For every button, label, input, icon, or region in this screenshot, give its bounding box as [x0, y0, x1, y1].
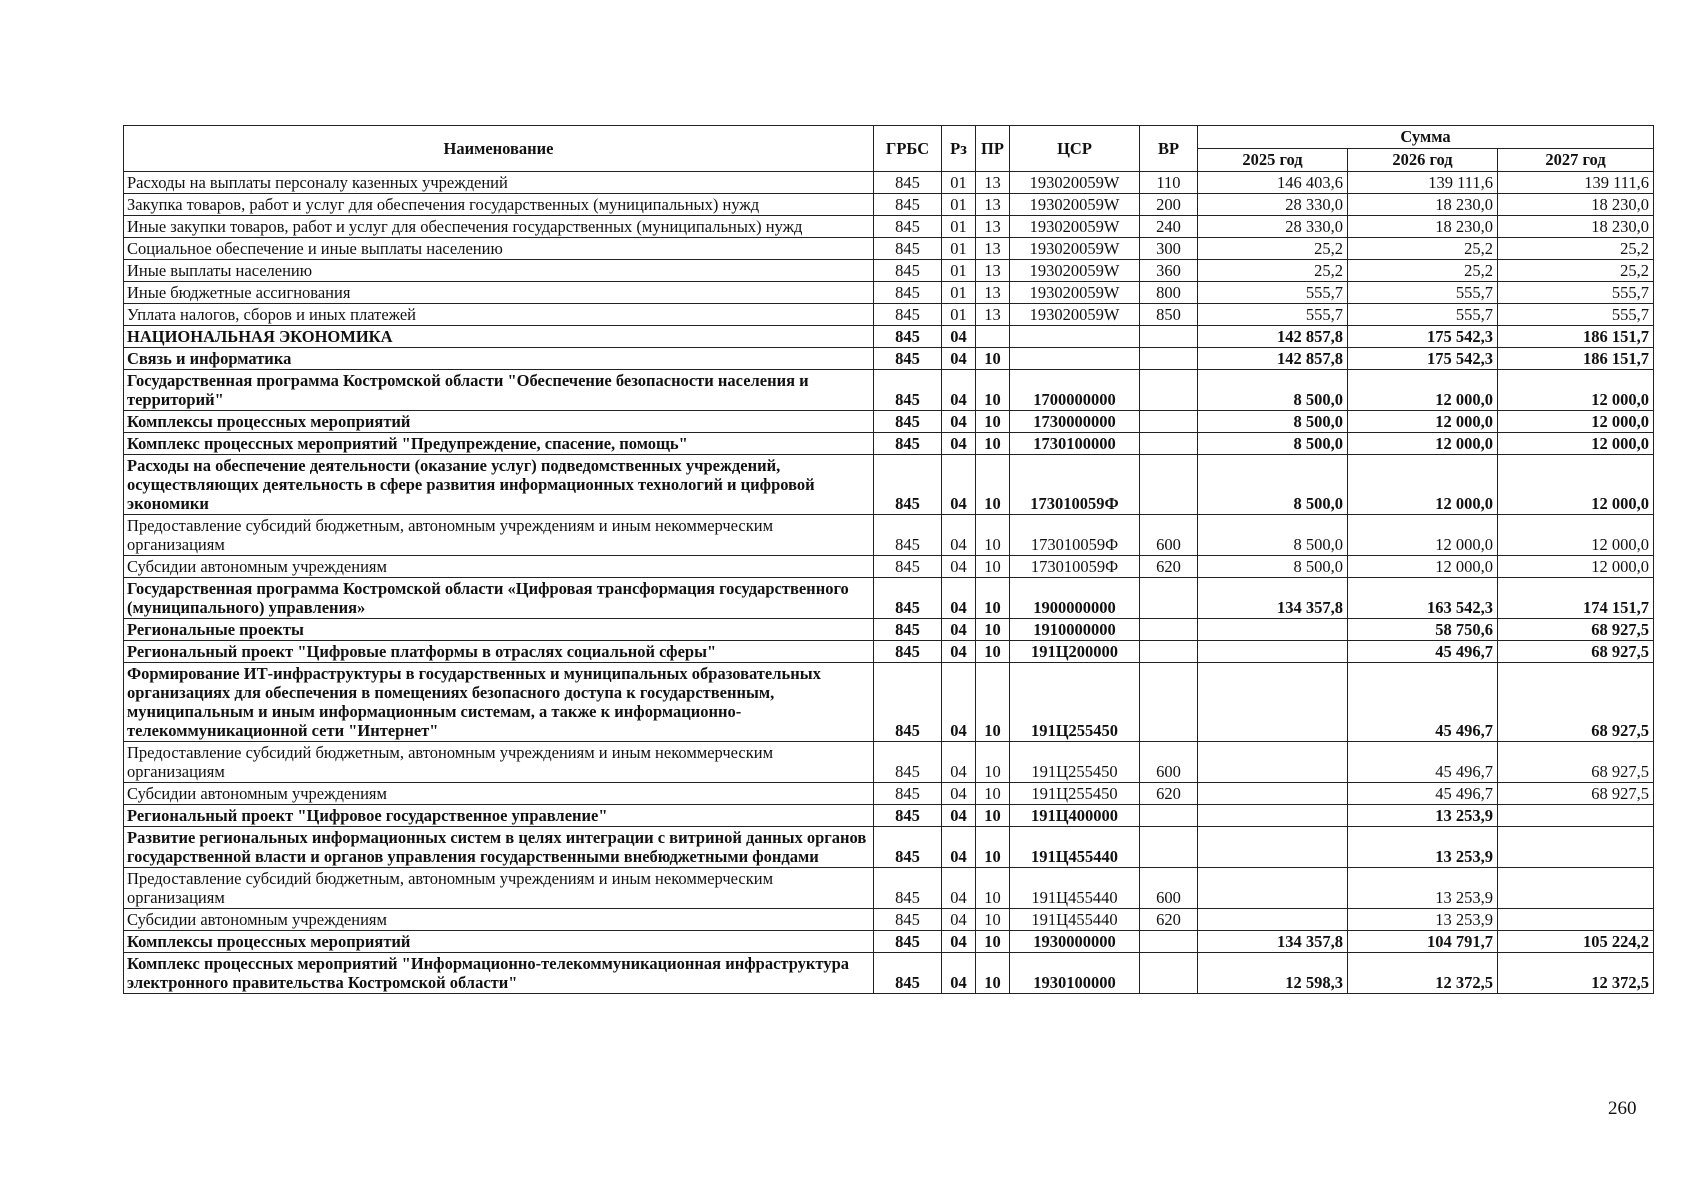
cell-csr: 193020059W [1010, 282, 1140, 304]
cell-2025: 146 403,6 [1198, 172, 1348, 194]
cell-name: Государственная программа Костромской области "Обеспечение безопасности населения и территорий" [124, 370, 874, 411]
cell-pr: 10 [976, 515, 1010, 556]
cell-vr: 600 [1140, 868, 1198, 909]
header-vr: ВР [1140, 126, 1198, 172]
cell-csr: 1730000000 [1010, 411, 1140, 433]
cell-csr: 1930000000 [1010, 931, 1140, 953]
cell-grbs: 845 [874, 216, 942, 238]
cell-csr: 191Ц255450 [1010, 663, 1140, 742]
table-row [124, 172, 1654, 194]
cell-2026: 104 791,7 [1348, 931, 1498, 953]
table-row [124, 641, 1654, 663]
cell-csr: 191Ц200000 [1010, 641, 1140, 663]
cell-2025: 28 330,0 [1198, 216, 1348, 238]
cell-csr [1010, 348, 1140, 370]
cell-csr: 1730100000 [1010, 433, 1140, 455]
cell-pr: 10 [976, 742, 1010, 783]
table-row [124, 953, 1654, 994]
cell-csr: 191Ц455440 [1010, 827, 1140, 868]
table-row [124, 455, 1654, 515]
cell-rz: 04 [942, 641, 976, 663]
cell-pr: 13 [976, 172, 1010, 194]
cell-vr [1140, 370, 1198, 411]
cell-name: Иные выплаты населению [124, 260, 874, 282]
cell-vr [1140, 641, 1198, 663]
cell-rz: 04 [942, 868, 976, 909]
cell-rz: 04 [942, 515, 976, 556]
cell-rz: 04 [942, 348, 976, 370]
cell-2025: 142 857,8 [1198, 326, 1348, 348]
cell-2026: 13 253,9 [1348, 827, 1498, 868]
cell-2025: 12 598,3 [1198, 953, 1348, 994]
cell-2025: 8 500,0 [1198, 433, 1348, 455]
cell-rz: 04 [942, 578, 976, 619]
cell-vr: 600 [1140, 742, 1198, 783]
cell-grbs: 845 [874, 805, 942, 827]
cell-grbs: 845 [874, 260, 942, 282]
cell-grbs: 845 [874, 578, 942, 619]
cell-2026: 13 253,9 [1348, 909, 1498, 931]
cell-name: Субсидии автономным учреждениям [124, 909, 874, 931]
header-name: Наименование [124, 126, 874, 172]
cell-2025: 8 500,0 [1198, 370, 1348, 411]
table-row [124, 326, 1654, 348]
cell-pr: 10 [976, 619, 1010, 641]
table-row [124, 260, 1654, 282]
cell-grbs: 845 [874, 348, 942, 370]
cell-name: Предоставление субсидий бюджетным, автономным учреждениям и иным некоммерческим организациям [124, 742, 874, 783]
cell-2025: 142 857,8 [1198, 348, 1348, 370]
header-sum: Сумма [1198, 126, 1654, 149]
cell-rz: 04 [942, 433, 976, 455]
header-2027: 2027 год [1498, 149, 1654, 172]
cell-rz: 01 [942, 260, 976, 282]
cell-grbs: 845 [874, 326, 942, 348]
cell-vr [1140, 931, 1198, 953]
cell-grbs: 845 [874, 455, 942, 515]
cell-vr: 240 [1140, 216, 1198, 238]
cell-vr [1140, 326, 1198, 348]
table-body [124, 172, 1654, 994]
cell-grbs: 845 [874, 556, 942, 578]
cell-vr: 110 [1140, 172, 1198, 194]
cell-2026: 175 542,3 [1348, 326, 1498, 348]
cell-2027: 68 927,5 [1498, 783, 1654, 805]
cell-2025: 25,2 [1198, 238, 1348, 260]
cell-rz: 01 [942, 304, 976, 326]
cell-grbs: 845 [874, 411, 942, 433]
cell-rz: 01 [942, 216, 976, 238]
header-rz: Рз [942, 126, 976, 172]
cell-pr: 10 [976, 556, 1010, 578]
cell-2026: 25,2 [1348, 238, 1498, 260]
cell-pr: 13 [976, 260, 1010, 282]
cell-vr [1140, 455, 1198, 515]
cell-2027: 555,7 [1498, 282, 1654, 304]
cell-csr: 173010059Ф [1010, 455, 1140, 515]
cell-2027: 12 000,0 [1498, 411, 1654, 433]
cell-vr [1140, 348, 1198, 370]
cell-pr: 10 [976, 411, 1010, 433]
cell-name: Региональные проекты [124, 619, 874, 641]
cell-2027: 12 000,0 [1498, 370, 1654, 411]
cell-vr: 850 [1140, 304, 1198, 326]
cell-rz: 04 [942, 783, 976, 805]
cell-pr: 10 [976, 348, 1010, 370]
cell-2025: 8 500,0 [1198, 515, 1348, 556]
cell-pr: 10 [976, 370, 1010, 411]
cell-pr: 13 [976, 282, 1010, 304]
cell-name: Комплекс процессных мероприятий "Информационно-телекоммуникационная инфраструктура электронного правительства Костромской области" [124, 953, 874, 994]
cell-2026: 12 000,0 [1348, 515, 1498, 556]
table-row [124, 348, 1654, 370]
cell-2027: 12 000,0 [1498, 455, 1654, 515]
page-number: 260 [1608, 1098, 1637, 1119]
cell-2026: 45 496,7 [1348, 742, 1498, 783]
cell-name: Развитие региональных информационных систем в целях интеграции с витриной данных органов государственной власти и органов управления государственными внебюджетными фондами [124, 827, 874, 868]
table-row [124, 868, 1654, 909]
cell-rz: 01 [942, 282, 976, 304]
cell-name: Формирование ИТ-инфраструктуры в государственных и муниципальных образовательных организациях для обеспечения в помещениях безопасного доступа к государственным, муниципальным и иным информационным системам, а также к информационно-телекоммуникационной сети "Интернет" [124, 663, 874, 742]
cell-grbs: 845 [874, 742, 942, 783]
cell-name: Иные бюджетные ассигнования [124, 282, 874, 304]
cell-rz: 04 [942, 455, 976, 515]
cell-vr: 360 [1140, 260, 1198, 282]
cell-2027: 105 224,2 [1498, 931, 1654, 953]
cell-rz: 04 [942, 619, 976, 641]
cell-name: Государственная программа Костромской области «Цифровая трансформация государственного (муниципального) управления» [124, 578, 874, 619]
cell-2025: 555,7 [1198, 282, 1348, 304]
cell-2027: 186 151,7 [1498, 348, 1654, 370]
header-grbs: ГРБС [874, 126, 942, 172]
cell-rz: 04 [942, 411, 976, 433]
cell-2026: 18 230,0 [1348, 194, 1498, 216]
cell-vr [1140, 663, 1198, 742]
cell-2025: 25,2 [1198, 260, 1348, 282]
cell-vr [1140, 411, 1198, 433]
cell-2027: 25,2 [1498, 260, 1654, 282]
table-row [124, 663, 1654, 742]
budget-table [123, 125, 1654, 994]
cell-2027: 18 230,0 [1498, 216, 1654, 238]
cell-2027: 68 927,5 [1498, 742, 1654, 783]
cell-pr: 10 [976, 455, 1010, 515]
cell-name: Уплата налогов, сборов и иных платежей [124, 304, 874, 326]
cell-vr [1140, 953, 1198, 994]
table-row [124, 304, 1654, 326]
cell-csr: 193020059W [1010, 238, 1140, 260]
header-csr: ЦСР [1010, 126, 1140, 172]
cell-pr: 10 [976, 783, 1010, 805]
cell-csr: 1910000000 [1010, 619, 1140, 641]
cell-2025 [1198, 742, 1348, 783]
cell-rz: 04 [942, 663, 976, 742]
cell-pr [976, 326, 1010, 348]
cell-rz: 04 [942, 370, 976, 411]
table-row [124, 238, 1654, 260]
header-pr: ПР [976, 126, 1010, 172]
cell-csr: 191Ц455440 [1010, 868, 1140, 909]
cell-pr: 10 [976, 663, 1010, 742]
cell-grbs: 845 [874, 238, 942, 260]
table-row [124, 783, 1654, 805]
cell-2025 [1198, 868, 1348, 909]
cell-grbs: 845 [874, 619, 942, 641]
cell-csr [1010, 326, 1140, 348]
table-row [124, 515, 1654, 556]
cell-vr [1140, 433, 1198, 455]
cell-2025 [1198, 619, 1348, 641]
cell-name: Закупка товаров, работ и услуг для обеспечения государственных (муниципальных) нужд [124, 194, 874, 216]
cell-pr: 10 [976, 909, 1010, 931]
cell-2025: 8 500,0 [1198, 455, 1348, 515]
cell-pr: 10 [976, 868, 1010, 909]
cell-2025: 134 357,8 [1198, 578, 1348, 619]
cell-2026: 12 000,0 [1348, 455, 1498, 515]
cell-rz: 04 [942, 556, 976, 578]
cell-vr [1140, 805, 1198, 827]
cell-2026: 175 542,3 [1348, 348, 1498, 370]
cell-grbs: 845 [874, 663, 942, 742]
cell-2026: 12 372,5 [1348, 953, 1498, 994]
cell-2027: 186 151,7 [1498, 326, 1654, 348]
cell-2025 [1198, 827, 1348, 868]
cell-2026: 45 496,7 [1348, 641, 1498, 663]
table-row [124, 433, 1654, 455]
table-row [124, 194, 1654, 216]
cell-vr [1140, 578, 1198, 619]
cell-pr: 13 [976, 238, 1010, 260]
cell-grbs: 845 [874, 172, 942, 194]
cell-2027: 12 000,0 [1498, 515, 1654, 556]
cell-2027 [1498, 805, 1654, 827]
cell-2027: 174 151,7 [1498, 578, 1654, 619]
cell-2026: 555,7 [1348, 282, 1498, 304]
table-row [124, 909, 1654, 931]
cell-2025: 28 330,0 [1198, 194, 1348, 216]
cell-2025: 8 500,0 [1198, 556, 1348, 578]
cell-name: Комплекс процессных мероприятий "Предупреждение, спасение, помощь" [124, 433, 874, 455]
cell-2025 [1198, 805, 1348, 827]
cell-name: НАЦИОНАЛЬНАЯ ЭКОНОМИКА [124, 326, 874, 348]
cell-2027: 18 230,0 [1498, 194, 1654, 216]
cell-name: Расходы на выплаты персоналу казенных учреждений [124, 172, 874, 194]
cell-name: Региональный проект "Цифровое государственное управление" [124, 805, 874, 827]
cell-2027 [1498, 868, 1654, 909]
cell-pr: 10 [976, 578, 1010, 619]
cell-vr: 800 [1140, 282, 1198, 304]
cell-pr: 13 [976, 304, 1010, 326]
cell-grbs: 845 [874, 783, 942, 805]
cell-grbs: 845 [874, 304, 942, 326]
table-row [124, 411, 1654, 433]
cell-2025 [1198, 783, 1348, 805]
cell-2026: 45 496,7 [1348, 663, 1498, 742]
cell-2026: 163 542,3 [1348, 578, 1498, 619]
cell-2027: 25,2 [1498, 238, 1654, 260]
table-row [124, 931, 1654, 953]
cell-2027: 68 927,5 [1498, 663, 1654, 742]
cell-name: Субсидии автономным учреждениям [124, 556, 874, 578]
cell-rz: 04 [942, 742, 976, 783]
cell-grbs: 845 [874, 953, 942, 994]
table-row [124, 556, 1654, 578]
cell-2027: 12 000,0 [1498, 433, 1654, 455]
cell-2025: 134 357,8 [1198, 931, 1348, 953]
cell-csr: 191Ц255450 [1010, 783, 1140, 805]
cell-rz: 04 [942, 953, 976, 994]
cell-csr: 193020059W [1010, 194, 1140, 216]
cell-2026: 18 230,0 [1348, 216, 1498, 238]
cell-pr: 10 [976, 641, 1010, 663]
cell-pr: 10 [976, 953, 1010, 994]
cell-grbs: 845 [874, 433, 942, 455]
cell-pr: 10 [976, 805, 1010, 827]
cell-vr [1140, 827, 1198, 868]
cell-pr: 13 [976, 216, 1010, 238]
cell-2027: 12 000,0 [1498, 556, 1654, 578]
cell-2025 [1198, 641, 1348, 663]
cell-2025 [1198, 663, 1348, 742]
cell-2026: 555,7 [1348, 304, 1498, 326]
cell-csr: 1700000000 [1010, 370, 1140, 411]
cell-csr: 191Ц400000 [1010, 805, 1140, 827]
cell-2026: 12 000,0 [1348, 556, 1498, 578]
cell-2027 [1498, 909, 1654, 931]
cell-2027: 68 927,5 [1498, 619, 1654, 641]
cell-rz: 04 [942, 827, 976, 868]
cell-name: Комплексы процессных мероприятий [124, 931, 874, 953]
cell-2025: 555,7 [1198, 304, 1348, 326]
cell-name: Предоставление субсидий бюджетным, автономным учреждениям и иным некоммерческим организациям [124, 868, 874, 909]
cell-2027: 68 927,5 [1498, 641, 1654, 663]
cell-2026: 25,2 [1348, 260, 1498, 282]
cell-csr: 191Ц455440 [1010, 909, 1140, 931]
cell-2027: 12 372,5 [1498, 953, 1654, 994]
cell-vr: 200 [1140, 194, 1198, 216]
cell-grbs: 845 [874, 641, 942, 663]
cell-name: Связь и информатика [124, 348, 874, 370]
cell-grbs: 845 [874, 868, 942, 909]
cell-vr: 600 [1140, 515, 1198, 556]
cell-rz: 04 [942, 805, 976, 827]
cell-name: Субсидии автономным учреждениям [124, 783, 874, 805]
cell-2025: 8 500,0 [1198, 411, 1348, 433]
cell-name: Расходы на обеспечение деятельности (оказание услуг) подведомственных учреждений, осуществляющих деятельность в сфере развития информационных технологий и цифровой экономики [124, 455, 874, 515]
cell-grbs: 845 [874, 909, 942, 931]
cell-name: Предоставление субсидий бюджетным, автономным учреждениям и иным некоммерческим организациям [124, 515, 874, 556]
table-row [124, 216, 1654, 238]
cell-csr: 1930100000 [1010, 953, 1140, 994]
cell-rz: 01 [942, 238, 976, 260]
cell-grbs: 845 [874, 370, 942, 411]
cell-pr: 13 [976, 194, 1010, 216]
cell-rz: 01 [942, 194, 976, 216]
header-2026: 2026 год [1348, 149, 1498, 172]
cell-csr: 193020059W [1010, 172, 1140, 194]
cell-grbs: 845 [874, 194, 942, 216]
table-row [124, 619, 1654, 641]
cell-csr: 193020059W [1010, 304, 1140, 326]
cell-csr: 173010059Ф [1010, 515, 1140, 556]
cell-csr: 173010059Ф [1010, 556, 1140, 578]
cell-2026: 45 496,7 [1348, 783, 1498, 805]
cell-vr [1140, 619, 1198, 641]
cell-grbs: 845 [874, 282, 942, 304]
table-row [124, 370, 1654, 411]
cell-2027: 139 111,6 [1498, 172, 1654, 194]
cell-2026: 12 000,0 [1348, 370, 1498, 411]
cell-2026: 12 000,0 [1348, 433, 1498, 455]
cell-grbs: 845 [874, 515, 942, 556]
cell-2026: 58 750,6 [1348, 619, 1498, 641]
cell-vr: 300 [1140, 238, 1198, 260]
cell-csr: 191Ц255450 [1010, 742, 1140, 783]
cell-name: Комплексы процессных мероприятий [124, 411, 874, 433]
cell-name: Иные закупки товаров, работ и услуг для обеспечения государственных (муниципальных) нужд [124, 216, 874, 238]
table-row [124, 805, 1654, 827]
cell-name: Региональный проект "Цифровые платформы в отраслях социальной сферы" [124, 641, 874, 663]
table-row [124, 282, 1654, 304]
cell-vr: 620 [1140, 556, 1198, 578]
cell-grbs: 845 [874, 931, 942, 953]
cell-rz: 04 [942, 931, 976, 953]
cell-rz: 01 [942, 172, 976, 194]
cell-csr: 1900000000 [1010, 578, 1140, 619]
cell-vr: 620 [1140, 783, 1198, 805]
cell-2027: 555,7 [1498, 304, 1654, 326]
cell-rz: 04 [942, 326, 976, 348]
header-2025: 2025 год [1198, 149, 1348, 172]
cell-2027 [1498, 827, 1654, 868]
cell-2026: 13 253,9 [1348, 805, 1498, 827]
cell-2026: 12 000,0 [1348, 411, 1498, 433]
table-row [124, 742, 1654, 783]
table-row [124, 827, 1654, 868]
cell-grbs: 845 [874, 827, 942, 868]
cell-pr: 10 [976, 827, 1010, 868]
cell-2026: 139 111,6 [1348, 172, 1498, 194]
table-row [124, 578, 1654, 619]
cell-rz: 04 [942, 909, 976, 931]
cell-pr: 10 [976, 931, 1010, 953]
cell-2026: 13 253,9 [1348, 868, 1498, 909]
cell-vr: 620 [1140, 909, 1198, 931]
cell-2025 [1198, 909, 1348, 931]
cell-csr: 193020059W [1010, 216, 1140, 238]
cell-pr: 10 [976, 433, 1010, 455]
cell-csr: 193020059W [1010, 260, 1140, 282]
cell-name: Социальное обеспечение и иные выплаты населению [124, 238, 874, 260]
